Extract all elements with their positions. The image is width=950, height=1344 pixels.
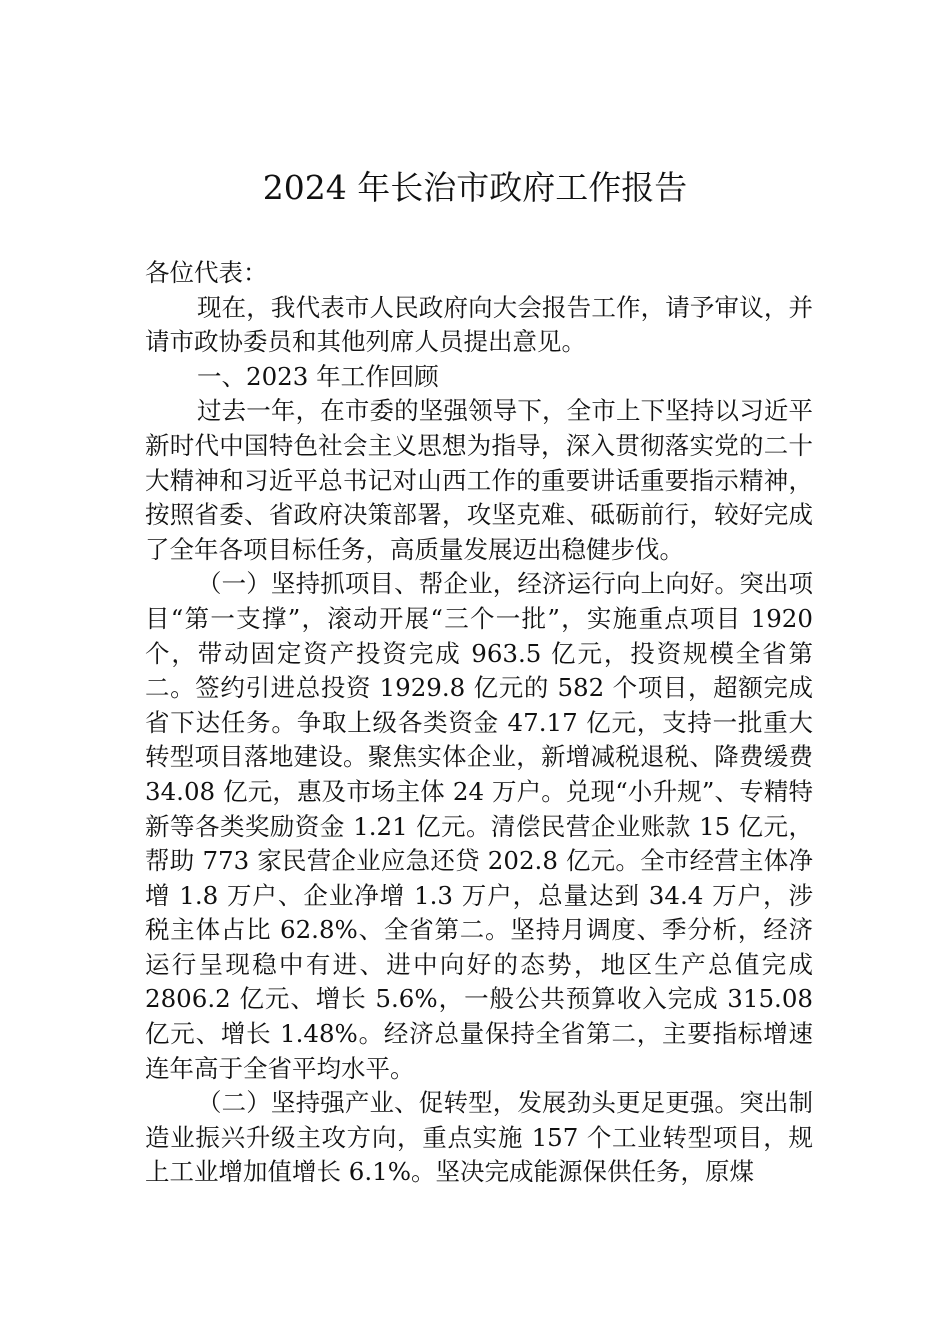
- document-body: [145, 256, 813, 1190]
- paragraph-item-2: （二）坚持强产业、促转型，发展劲头更足更强。突出制造业振兴升级主攻方向，重点实施 157 个工业转型项目，规上工业增加值增长 6.1%。坚决完成能源保供任务，原煤: [145, 1088, 813, 1187]
- section-heading: 一、2023 年工作回顾: [197, 361, 439, 391]
- paragraph-item-1: （一）坚持抓项目、帮企业，经济运行向上向好。突出项目“第一支撑”，滚动开展“三个一批”，实施重点项目 1920 个，带动固定资产投资完成 963.5 亿元，投资规模全省第二。签约引进总投资 1929.8 亿元的 582 个项目，超额完成省下达任务。争取上级各类资金 47.17 亿元，支持一批重大转型项目落地建设。聚焦实体企业，新增减税退税、降费缓费 34.08 亿元，惠及市场主体 24 万户。兑现“小升规”、专精特新等各类奖励资金 1.21 亿元。清偿民营企业账款 15 亿元，帮助 773 家民营企业应急还贷 202.8 亿元。全市经营主体净增 1.8 万户、企业净增 1.3 万户，总量达到 34.4 万户，涉税主体占比 62.8%、全省第二。坚持月调度、季分析，经济运行呈现稳中有进、进中向好的态势，地区生产总值完成 2806.2 亿元、增长 5.6%，一般公共预算收入完成 315.08 亿元、增长 1.48%。经济总量保持全省第二，主要指标增速连年高于全省平均水平。: [145, 569, 813, 1083]
- salutation: 各位代表：: [145, 258, 268, 287]
- paragraph-review: 过去一年，在市委的坚强领导下，全市上下坚持以习近平新时代中国特色社会主义思想为指导，深入贯彻落实党的二十大精神和习近平总书记对山西工作的重要讲话重要指示精神，按照省委、省政府决策部署，攻坚克难、砥砺前行，较好完成了全年各项目标任务，高质量发展迈出稳健步伐。: [145, 396, 813, 564]
- document-title: 2024 年长治市政府工作报告: [262, 168, 688, 207]
- paragraph-intro: 现在，我代表市人民政府向大会报告工作，请予审议，并请市政协委员和其他列席人员提出意见。: [145, 292, 813, 357]
